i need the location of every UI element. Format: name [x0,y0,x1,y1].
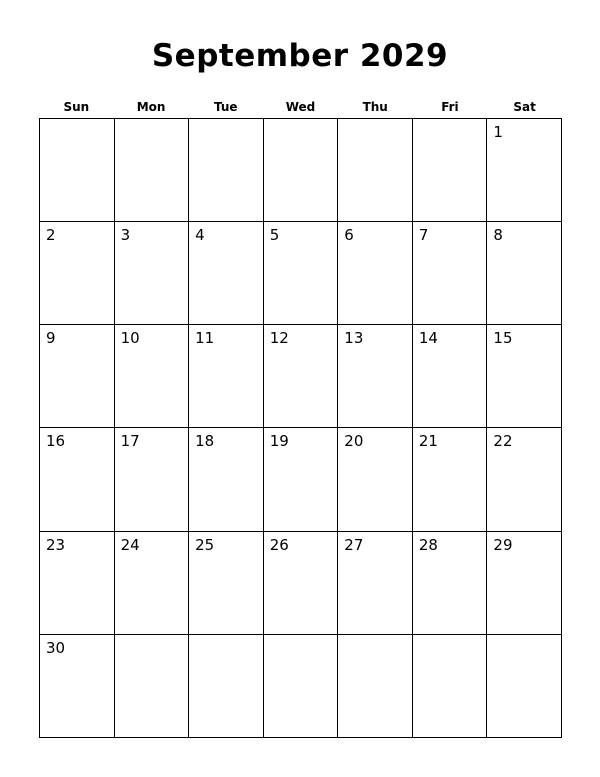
day-cell[interactable] [487,532,562,635]
day-cell[interactable] [189,532,264,635]
day-number: 14 [418,329,438,348]
day-cell[interactable] [115,222,190,325]
day-cell[interactable] [338,222,413,325]
day-number: 8 [493,226,503,245]
day-number: 1 [493,123,503,141]
weekday-sun: Sun [63,100,90,114]
day-cell[interactable] [115,532,190,635]
day-cell[interactable] [264,325,339,428]
day-cell[interactable] [487,325,562,428]
weekday-header-row [39,99,562,115]
day-number: 15 [493,329,513,348]
day-cell[interactable] [487,635,562,738]
day-cell[interactable] [338,635,413,738]
day-number: 18 [195,432,215,451]
day-number: 16 [46,432,66,451]
weekday-fri: Fri [441,100,459,114]
day-number: 21 [418,432,438,451]
day-cell[interactable] [264,635,339,738]
day-cell[interactable] [413,222,488,325]
day-number: 17 [120,432,140,451]
day-cell[interactable] [264,532,339,635]
day-number: 11 [195,329,215,348]
day-cell[interactable] [115,325,190,428]
day-cell[interactable] [40,532,115,635]
day-number: 9 [46,329,56,348]
day-cell[interactable] [413,428,488,531]
weekday-sat: Sat [513,100,536,114]
day-number: 7 [418,226,429,245]
day-cell[interactable] [115,119,190,222]
day-cell[interactable] [189,119,264,222]
month-title: September 2029 [151,38,449,74]
day-number: 23 [46,535,66,554]
day-cell[interactable] [413,119,488,222]
day-cell[interactable] [189,222,264,325]
day-cell[interactable] [487,119,562,222]
weekday-tue: Tue [214,100,238,114]
day-number: 27 [344,535,364,554]
day-cell[interactable] [338,325,413,428]
day-number: 12 [269,329,289,348]
day-cell[interactable] [40,222,115,325]
day-cell[interactable] [338,428,413,531]
day-cell[interactable] [413,532,488,635]
day-number: 5 [269,226,280,245]
day-cell[interactable] [40,325,115,428]
day-cell[interactable] [40,119,115,222]
day-number: 24 [120,535,140,554]
day-number: 4 [195,226,205,245]
day-cell[interactable] [264,222,339,325]
day-cell[interactable] [115,428,190,531]
day-cell[interactable] [413,325,488,428]
day-cell[interactable] [338,532,413,635]
day-number: 19 [269,432,289,451]
day-number: 22 [493,432,513,451]
day-cell[interactable] [40,428,115,531]
day-number: 6 [344,226,354,245]
day-cell[interactable] [189,428,264,531]
day-number: 29 [493,535,513,554]
day-cell[interactable] [487,428,562,531]
weekday-mon: Mon [136,100,166,114]
day-number: 25 [195,535,215,554]
day-number: 20 [344,432,364,451]
day-cell[interactable] [115,635,190,738]
day-number: 28 [418,535,438,554]
day-cell[interactable] [264,119,339,222]
day-number: 13 [344,329,364,348]
day-cell[interactable] [264,428,339,531]
day-number: 10 [120,329,140,348]
weekday-thu: Thu [362,100,388,114]
day-number: 26 [269,535,289,554]
calendar-grid [39,118,562,738]
day-cell[interactable] [338,119,413,222]
day-cell[interactable] [40,635,115,738]
day-cell[interactable] [487,222,562,325]
day-cell[interactable] [189,635,264,738]
day-number: 2 [46,226,56,245]
day-cell[interactable] [189,325,264,428]
day-cell[interactable] [413,635,488,738]
weekday-wed: Wed [285,100,316,114]
day-number: 30 [46,638,66,657]
day-number: 3 [120,226,131,245]
